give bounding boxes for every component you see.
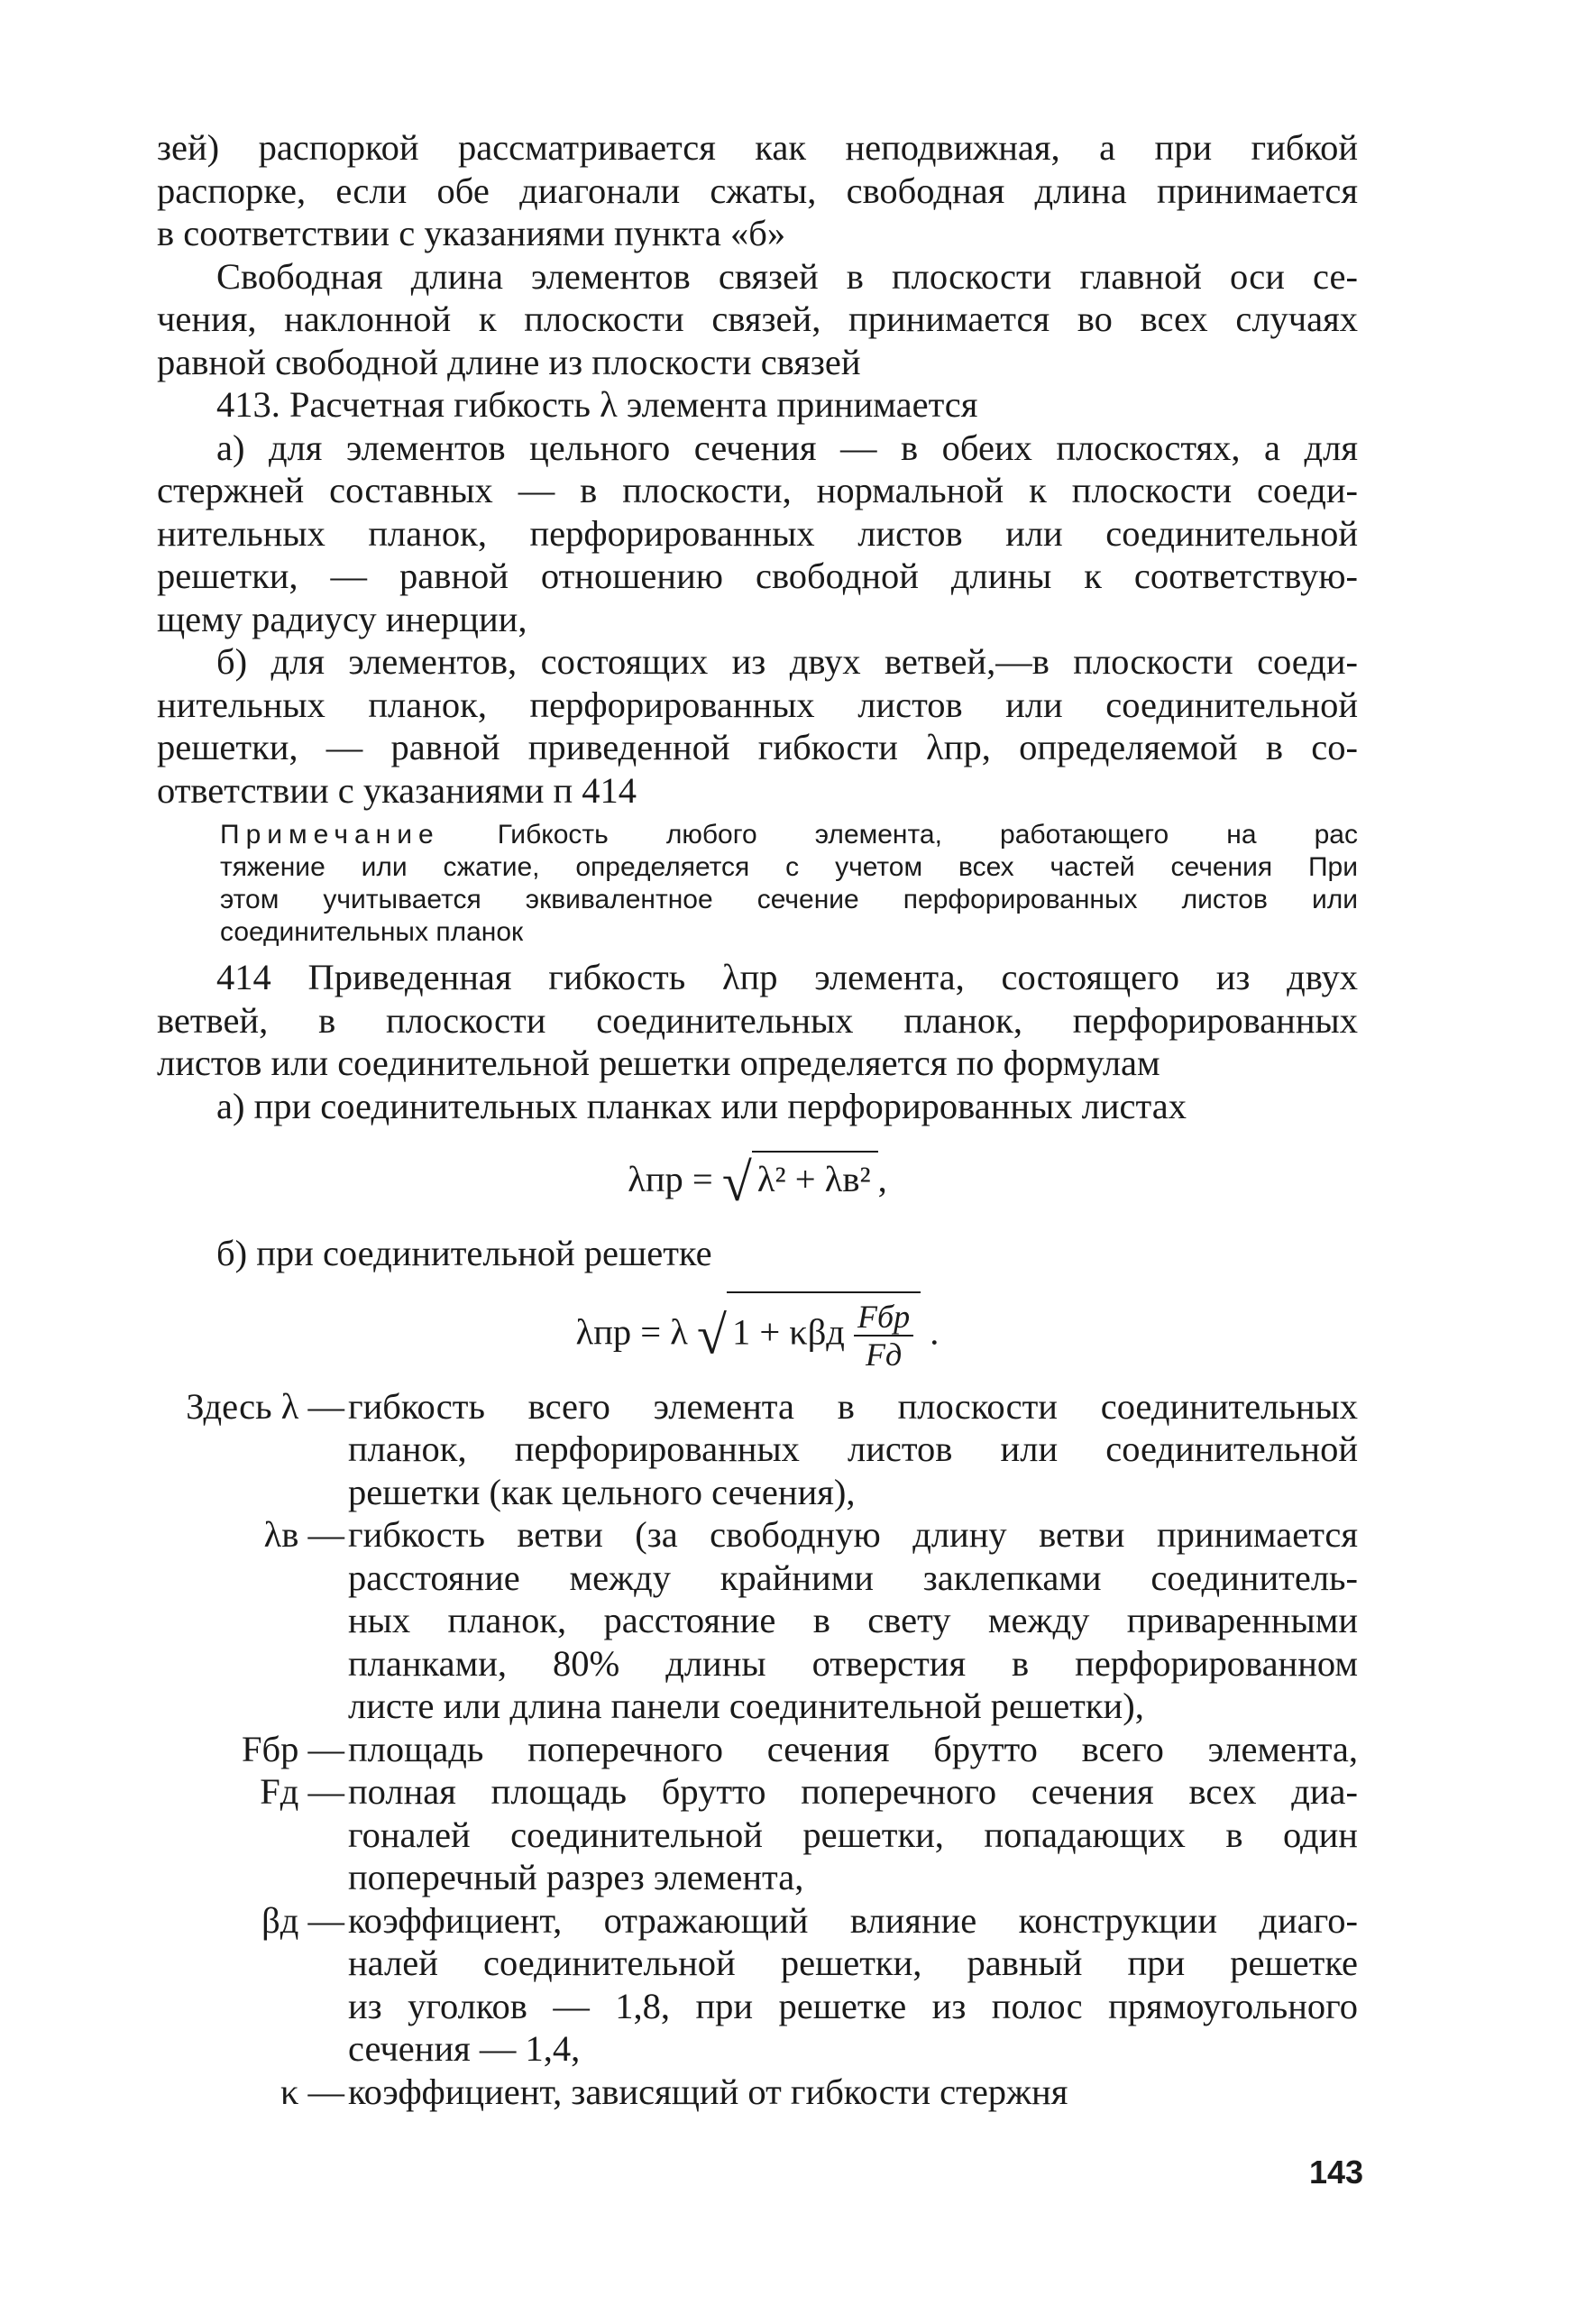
formula-lhs: λпр = λ <box>575 1311 688 1352</box>
definition-row <box>157 1385 1358 1514</box>
formula-tail: , <box>877 1159 887 1199</box>
definition-row <box>157 1899 1358 2071</box>
section-414-heading: 414 Приведенная гибкость λпр элемента, состоящего из двух <box>216 957 1358 997</box>
text-line: ответствии с указаниями п 414 <box>157 769 637 811</box>
note-label: Примечание <box>220 820 440 850</box>
note-line: Гибкость любого элемента, работающего на рас <box>497 820 1358 850</box>
definition-term: Fд — <box>260 1771 344 1813</box>
text-line: решетки, — равной отношению свободной длины к соответствую- <box>157 556 1358 596</box>
fraction <box>854 1299 913 1373</box>
text-line: листов или соединительной решетки определяется по формулам <box>157 1043 1160 1083</box>
definition-line: налей соединительной решетки, равный при решетке <box>348 1943 1358 1984</box>
definition-line: коэффициент, зависящий от гибкости стержня <box>348 2071 1068 2112</box>
formula-term: 1 + κβд <box>731 1311 845 1352</box>
radical-icon: √ <box>721 1153 752 1213</box>
formula-radicand <box>727 1291 921 1373</box>
definition-body <box>344 2071 1358 2114</box>
definition-line: планок, перфорированных листов или соединительной <box>348 1428 1358 1470</box>
definition-term: Fбр — <box>241 1728 344 1769</box>
text-line: б) для элементов, состоящих из двух ветвей,—в плоскости соеди- <box>216 641 1358 682</box>
formula-1 <box>157 1151 1358 1214</box>
definition-term: λв — <box>263 1514 344 1556</box>
note-line: соединительных планок <box>220 917 524 947</box>
definition-body <box>344 1513 1358 1728</box>
definition-line: полная площадь брутто поперечного сечения всех диа- <box>348 1771 1358 1813</box>
text-line: а) при соединительных планках или перфорированных листах <box>216 1085 1187 1126</box>
text-line: зей) распоркой рассматривается как неподвижная, а при гибкой <box>157 127 1358 168</box>
text-line: решетки, — равной приведенной гибкости λпр, определяемой в со- <box>157 727 1358 767</box>
definition-line: гибкость ветви (за свободную длину ветви принимается <box>348 1514 1358 1556</box>
definition-body <box>344 1770 1358 1899</box>
definition-line: площадь поперечного сечения брутто всего элемента, <box>348 1728 1358 1769</box>
text-line: равной свободной длине из плоскости связей <box>157 341 861 382</box>
formula-2 <box>157 1291 1358 1373</box>
text-line: Свободная длина элементов связей в плоскости главной оси се- <box>216 255 1358 297</box>
definition-body <box>344 1385 1358 1514</box>
definition-row <box>157 1513 1358 1728</box>
text-line: чения, наклонной к плоскости связей, принимается во всех случаях <box>157 299 1358 339</box>
text-line: нительных планок, перфорированных листов или соединительной <box>157 512 1358 554</box>
definitions-list <box>157 1385 1358 2114</box>
definition-body <box>344 1899 1358 2071</box>
text-line: нительных планок, перфорированных листов или соединительной <box>157 684 1358 725</box>
note-line: этом учитывается эквивалентное сечение перфорированных листов или <box>220 885 1358 914</box>
definition-line: из уголков — 1,8, при решетке из полос прямоугольного <box>348 1985 1358 2026</box>
definition-line: листе или длина панели соединительной решетки), <box>348 1686 1144 1727</box>
definition-term: βд — <box>261 1899 344 1941</box>
text-line: в соответствии с указаниями пункта «б» <box>157 213 786 253</box>
definition-term: κ — <box>280 2071 344 2112</box>
section-413-heading: 413. Расчетная гибкость λ элемента принимается <box>216 384 978 425</box>
formula-tail: . <box>930 1311 940 1352</box>
note-block <box>157 819 1358 949</box>
text-line: ветвей, в плоскости соединительных планок, перфорированных <box>157 999 1358 1041</box>
definition-line: поперечный разрез элемента, <box>348 1857 804 1898</box>
definition-line: решетки (как цельного сечения), <box>348 1471 856 1512</box>
definition-row <box>157 2071 1358 2114</box>
text-line: б) при соединительной решетке <box>216 1233 712 1274</box>
fraction-numerator: Fбр <box>854 1299 913 1337</box>
page-body <box>157 126 1358 2113</box>
formula-lhs: λпр = <box>628 1159 713 1199</box>
page-number: 143 <box>1309 2154 1364 2191</box>
definition-line: расстояние между крайними заклепками соединитель- <box>348 1557 1358 1598</box>
fraction-denominator: Fд <box>866 1336 903 1373</box>
text-line: распорке, если обе диагонали сжаты, свободная длина принимается <box>157 170 1358 211</box>
definition-line: планками, 80% длины отверстия в перфорированном <box>348 1642 1358 1684</box>
definition-row <box>157 1770 1358 1899</box>
text-line: а) для элементов цельного сечения — в обеих плоскостях, а для <box>216 427 1358 468</box>
definition-line: гибкость всего элемента в плоскости соединительных <box>348 1385 1358 1427</box>
text-line: щему радиусу инерции, <box>157 598 527 639</box>
formula-radicand: λ² + λв² <box>752 1151 878 1200</box>
radical-icon: √ <box>697 1305 727 1365</box>
definition-line: сечения — 1,4, <box>348 2028 581 2070</box>
definition-line: коэффициент, отражающий влияние конструкции диаго- <box>348 1899 1358 1941</box>
note-line: тяжение или сжатие, определяется с учетом всех частей сечения При <box>220 852 1358 882</box>
definition-line: гоналей соединительной решетки, попадающих в один <box>348 1814 1358 1855</box>
definition-body <box>344 1728 1358 1771</box>
definition-line: ных планок, расстояние в свету между приваренными <box>348 1600 1358 1641</box>
definition-row <box>157 1728 1358 1771</box>
text-line: стержней составных — в плоскости, нормальной к плоскости соеди- <box>157 470 1358 510</box>
definition-term: Здесь λ — <box>186 1385 344 1427</box>
